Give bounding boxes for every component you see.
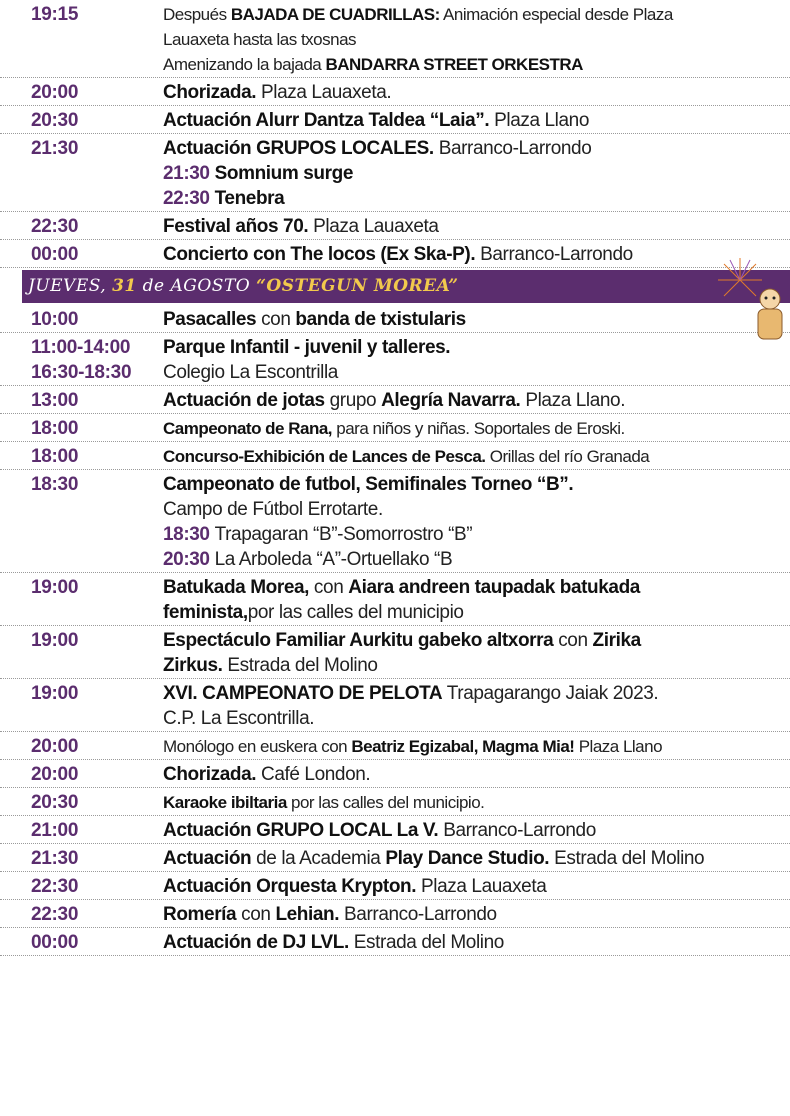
event-text: de la Academia: [251, 848, 386, 869]
event-text: Campo de Fútbol Errotarte.: [163, 499, 383, 520]
event-line: [163, 600, 784, 625]
schedule-row: [0, 212, 790, 240]
event-text: Animación especial desde Plaza: [439, 5, 673, 24]
event-highlight: Beatriz Egizabal, Magma Mia!: [351, 737, 575, 756]
event-highlight: Actuación GRUPO LOCAL La V.: [163, 820, 439, 841]
day-header-month: de AGOSTO: [136, 276, 257, 296]
event-description: [163, 416, 790, 441]
event-line: [163, 416, 784, 441]
event-description: [163, 818, 790, 843]
event-description: [163, 734, 790, 759]
event-text: con: [236, 904, 276, 925]
event-line: [163, 653, 784, 678]
schedule-row: [0, 0, 790, 78]
event-time: 22:30: [31, 216, 79, 237]
event-text: Plaza Lauaxeta.: [256, 82, 392, 103]
schedule-row: [0, 333, 790, 386]
event-highlight: Play Dance Studio.: [385, 848, 550, 869]
event-highlight: feminista,: [163, 602, 248, 623]
event-highlight: Campeonato de Rana,: [163, 419, 333, 438]
event-line: [163, 472, 784, 497]
event-time: 22:30: [31, 904, 79, 925]
schedule-row: [0, 626, 790, 679]
event-line: [163, 186, 784, 211]
sub-event-time: 22:30: [163, 188, 210, 209]
event-line: [163, 214, 784, 239]
event-time: 18:00: [31, 446, 79, 467]
event-description: [163, 762, 790, 787]
event-text: Plaza Llano: [489, 110, 589, 131]
event-line: [163, 628, 784, 653]
event-description: [163, 681, 790, 731]
event-time: 00:00: [31, 932, 79, 953]
event-description: [163, 628, 790, 678]
event-highlight: BAJADA DE CUADRILLAS:: [230, 5, 440, 24]
event-text: Barranco-Larrondo: [339, 904, 497, 925]
event-description: [163, 930, 790, 955]
event-text: Estrada del Molino: [348, 932, 504, 953]
event-time: 00:00: [31, 244, 79, 265]
event-time: 19:00: [31, 577, 79, 598]
event-line: [163, 335, 784, 360]
event-line: [163, 497, 784, 522]
event-highlight: Alegría Navarra.: [381, 390, 521, 411]
event-text: Lauaxeta hasta las txosnas: [163, 30, 357, 49]
event-text: Trapagaran “B”-Somorrostro “B”: [214, 524, 473, 545]
event-time: 21:30: [31, 848, 79, 869]
event-line: [163, 136, 784, 161]
schedule-row: [0, 78, 790, 106]
schedule-row: [0, 573, 790, 626]
event-text: Amenizando la bajada: [163, 55, 326, 74]
event-line: [163, 874, 784, 899]
event-line: [163, 681, 784, 706]
event-highlight: Somnium surge: [214, 163, 353, 184]
event-line: [163, 790, 784, 815]
event-text: para niños y niñas. Soportales de Eroski.: [332, 419, 625, 438]
event-highlight: Tenebra: [214, 188, 285, 209]
event-description: [163, 2, 790, 77]
day-header-number: 31: [112, 276, 137, 296]
event-description: [163, 335, 790, 385]
schedule-row: [0, 900, 790, 928]
event-time: 20:30: [31, 110, 79, 131]
event-text: Barranco-Larrondo: [475, 244, 633, 265]
event-time: 13:00: [31, 390, 79, 411]
event-highlight: Actuación GRUPOS LOCALES.: [163, 138, 434, 159]
schedule-row: [0, 788, 790, 816]
event-highlight: Campeonato de futbol, Semifinales Torneo “B”.: [163, 474, 574, 495]
schedule-row: [0, 816, 790, 844]
event-time: 20:00: [31, 82, 79, 103]
schedule-list-thursday: [0, 305, 790, 956]
event-line: [163, 2, 784, 27]
event-text: Café London.: [256, 764, 371, 785]
schedule-row: [0, 106, 790, 134]
event-highlight: Chorizada.: [163, 82, 257, 103]
event-line: [163, 360, 784, 385]
event-line: [163, 818, 784, 843]
schedule-row: [0, 305, 790, 333]
event-description: [163, 846, 790, 871]
event-text: Barranco-Larrondo: [433, 138, 592, 159]
schedule-row: [0, 442, 790, 470]
event-time: 22:30: [31, 876, 79, 897]
schedule-row: [0, 760, 790, 788]
event-time: 21:30: [31, 138, 79, 159]
event-description: [163, 80, 790, 105]
event-highlight: banda de txistularis: [295, 309, 466, 330]
schedule-row: [0, 470, 790, 573]
event-time: 20:00: [31, 736, 79, 757]
event-description: [163, 472, 790, 572]
event-text: C.P. La Escontrilla.: [163, 708, 315, 729]
event-line: [163, 522, 784, 547]
event-line: [163, 706, 784, 731]
event-text: Estrada del Molino: [549, 848, 705, 869]
event-line: [163, 547, 784, 572]
event-highlight: Actuación: [163, 848, 252, 869]
event-highlight: Concierto con The locos (Ex Ska-P).: [163, 244, 476, 265]
event-line: [163, 846, 784, 871]
event-time: 19:00: [31, 683, 79, 704]
event-time: 18:00: [31, 418, 79, 439]
event-line: [163, 161, 784, 186]
event-text: Barranco-Larrondo: [438, 820, 596, 841]
event-highlight: Actuación de DJ LVL.: [163, 932, 349, 953]
event-time: 19:15: [31, 4, 79, 25]
schedule-row: [0, 732, 790, 760]
event-text: con: [256, 309, 296, 330]
event-highlight: Actuación de jotas: [163, 390, 325, 411]
event-line: [163, 902, 784, 927]
event-highlight: Espectáculo Familiar Aurkitu gabeko altxorra: [163, 630, 554, 651]
event-text: por las calles del municipio.: [286, 793, 485, 812]
event-description: [163, 307, 790, 332]
event-highlight: Parque Infantil - juvenil y talleres.: [163, 337, 451, 358]
sub-event-time: 21:30: [163, 163, 210, 184]
event-highlight: Batukada Morea,: [163, 577, 310, 598]
event-description: [163, 108, 790, 133]
schedule-row: [0, 414, 790, 442]
event-description: [163, 388, 790, 413]
event-description: [163, 790, 790, 815]
event-text: Plaza Llano.: [520, 390, 626, 411]
event-description: [163, 136, 790, 211]
event-time: 10:00: [31, 309, 79, 330]
event-description: [163, 242, 790, 267]
event-time: 11:00-14:00 16:30-18:30: [31, 337, 132, 383]
event-highlight: Pasacalles: [163, 309, 257, 330]
schedule-row: [0, 134, 790, 212]
event-text: Orillas del río Granada: [485, 447, 650, 466]
event-text: Estrada del Molino: [222, 655, 378, 676]
event-time: 20:30: [31, 792, 79, 813]
sub-event-time: 18:30: [163, 524, 210, 545]
schedule-row: [0, 679, 790, 732]
schedule-row: [0, 872, 790, 900]
sub-event-time: 20:30: [163, 549, 210, 570]
event-time: 20:00: [31, 764, 79, 785]
event-text: con: [553, 630, 593, 651]
event-text: por las calles del municipio: [247, 602, 464, 623]
event-line: [163, 388, 784, 413]
event-highlight: Aiara andreen taupadak batukada: [348, 577, 640, 598]
event-highlight: Lehian.: [275, 904, 340, 925]
event-highlight: Actuación Alurr Dantza Taldea “Laia”.: [163, 110, 490, 131]
event-line: [163, 242, 784, 267]
event-text: Después: [163, 5, 231, 24]
event-line: [163, 307, 784, 332]
event-description: [163, 575, 790, 625]
event-description: [163, 214, 790, 239]
event-time: 21:00: [31, 820, 79, 841]
event-text: Plaza Lauaxeta: [416, 876, 547, 897]
event-line: [163, 734, 784, 759]
mascot-icon: [752, 285, 788, 347]
schedule-row: [0, 844, 790, 872]
event-highlight: Zirkus.: [163, 655, 223, 676]
event-time: 19:00: [31, 630, 79, 651]
event-time: 18:30: [31, 474, 79, 495]
event-highlight: Karaoke ibiltaria: [163, 793, 287, 812]
schedule-row: [0, 240, 790, 268]
event-text: Plaza Llano: [574, 737, 663, 756]
event-text: La Arboleda “A”-Ortuellako “B: [214, 549, 453, 570]
event-line: [163, 575, 784, 600]
event-text: Monólogo en euskera con: [163, 737, 352, 756]
event-description: [163, 874, 790, 899]
event-text: con: [309, 577, 349, 598]
event-line: [163, 930, 784, 955]
event-line: [163, 52, 784, 77]
event-highlight: Romería: [163, 904, 237, 925]
schedule-row: [0, 928, 790, 956]
day-header: [22, 270, 790, 303]
event-highlight: Concurso-Exhibición de Lances de Pesca.: [163, 447, 486, 466]
event-text: Colegio La Escontrilla: [163, 362, 338, 383]
event-highlight: Chorizada.: [163, 764, 257, 785]
event-line: [163, 762, 784, 787]
schedule-row: [0, 386, 790, 414]
event-highlight: Zirika: [592, 630, 641, 651]
event-text: Plaza Lauaxeta: [308, 216, 439, 237]
event-line: [163, 444, 784, 469]
day-header-title: “OSTEGUN MOREA”: [256, 276, 459, 296]
event-description: [163, 902, 790, 927]
event-highlight: Festival años 70.: [163, 216, 309, 237]
schedule-list-wednesday: [0, 0, 790, 268]
event-text: Trapagarango Jaiak 2023.: [442, 683, 659, 704]
event-line: [163, 108, 784, 133]
event-highlight: Actuación Orquesta Krypton.: [163, 876, 417, 897]
event-line: [163, 80, 784, 105]
event-line: [163, 27, 784, 52]
event-description: [163, 444, 790, 469]
event-text: grupo: [324, 390, 382, 411]
event-highlight: BANDARRA STREET ORKESTRA: [325, 55, 583, 74]
event-highlight: XVI. CAMPEONATO DE PELOTA: [163, 683, 443, 704]
day-header-day: JUEVES,: [28, 276, 113, 296]
